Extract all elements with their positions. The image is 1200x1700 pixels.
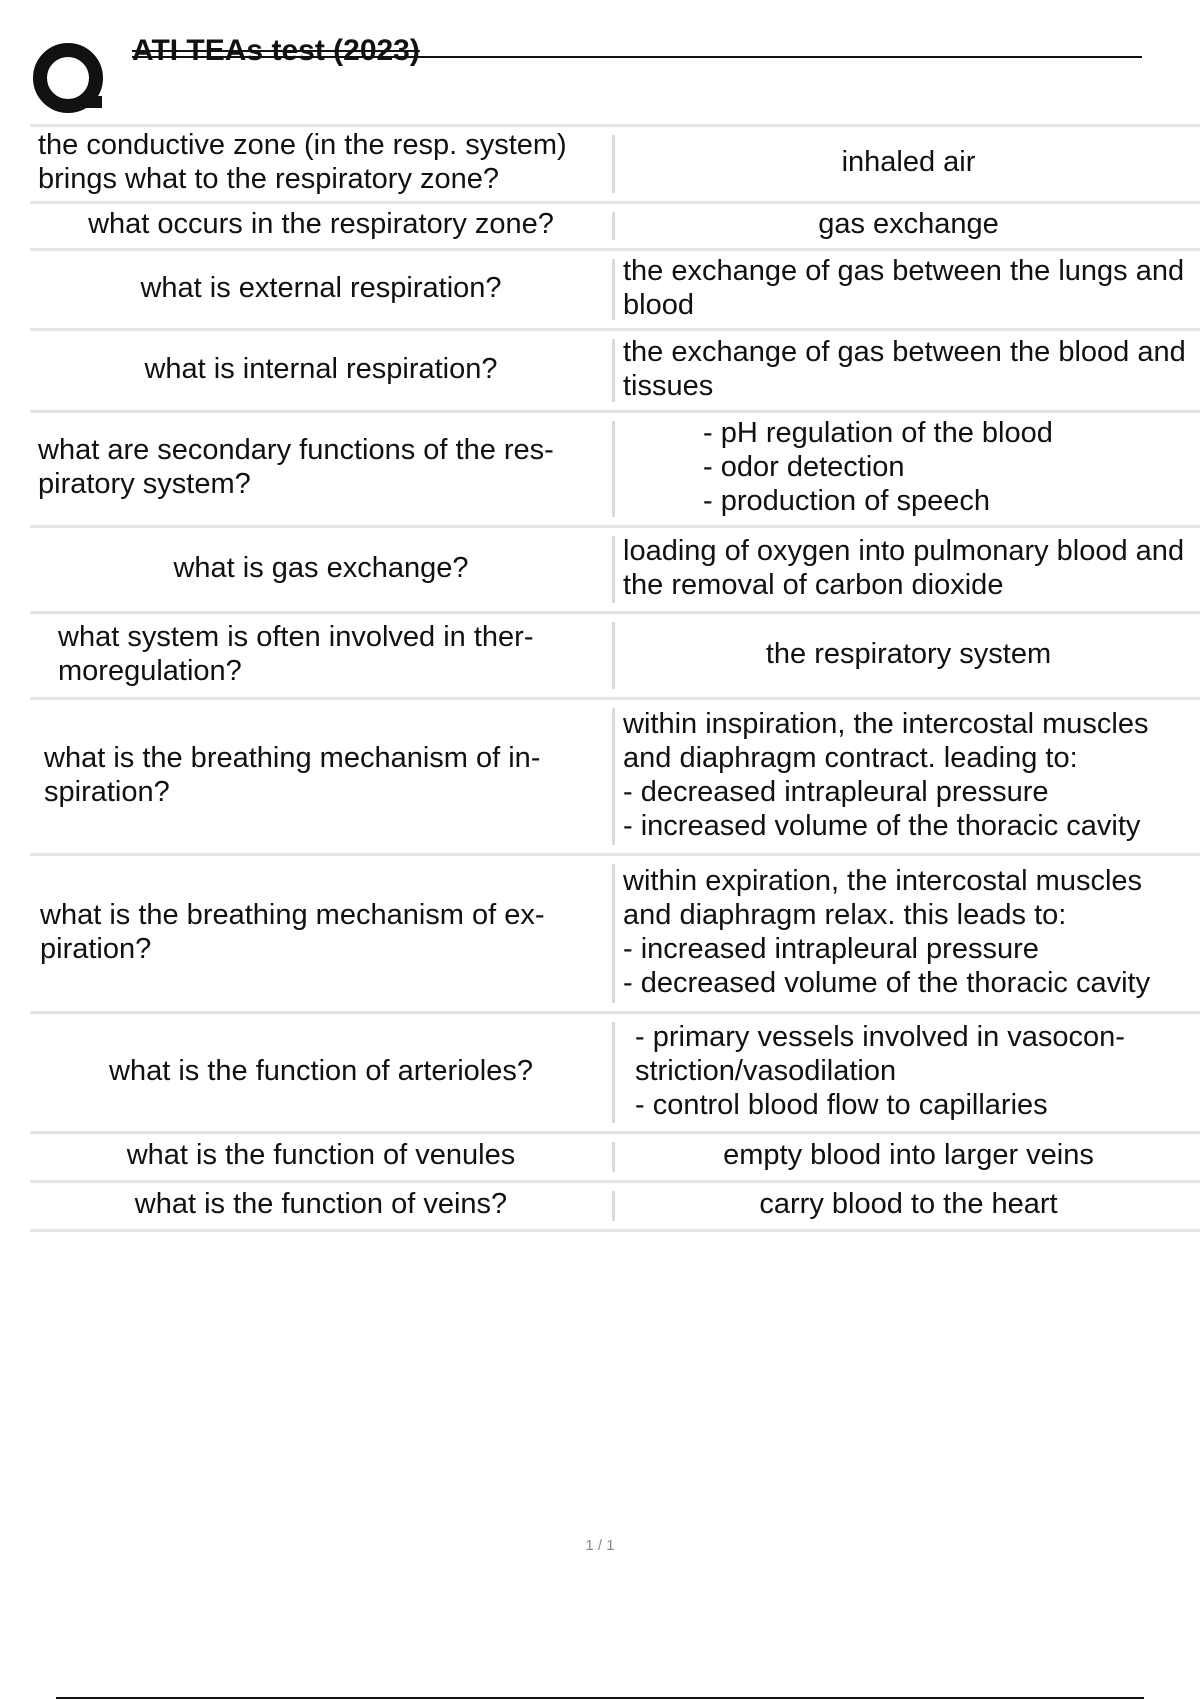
answer-cell: the exchange of gas between the blood and tissues — [623, 335, 1186, 402]
answer-cell: gas exchange — [818, 208, 999, 240]
qa-row — [30, 201, 1200, 248]
qa-row — [30, 611, 1200, 697]
answer-cell: inhaled air — [841, 146, 976, 178]
question-cell: what is the function of venules — [126, 1139, 516, 1171]
question-cell: what is external respiration? — [140, 271, 502, 304]
qa-row — [30, 853, 1200, 1011]
document-header — [0, 0, 1200, 125]
qa-table — [30, 124, 1200, 1232]
question-cell: what is internal respiration? — [144, 352, 498, 385]
answer-cell: - pH regulation of the blood - odor detection - production of speech — [703, 417, 1053, 517]
document-title: ATI TEAs test (2023) — [132, 34, 420, 67]
qa-row — [30, 697, 1200, 853]
answer-cell: - primary vessels involved in vasocon- striction/vasodilation - control blood flow to capillaries — [635, 1020, 1125, 1121]
question-cell: what occurs in the respiratory zone? — [88, 208, 554, 240]
question-cell: the conductive zone (in the resp. system) brings what to the respiratory zone? — [38, 129, 567, 195]
answer-cell: the respiratory system — [765, 637, 1052, 670]
answer-cell: carry blood to the heart — [759, 1188, 1058, 1220]
qa-row — [30, 124, 1200, 201]
qa-row — [30, 248, 1200, 328]
page-number: 1 / 1 — [585, 1537, 615, 1554]
question-cell: what is the breathing mechanism of ex- piration? — [40, 898, 545, 965]
qa-row — [30, 1131, 1200, 1180]
answer-cell: empty blood into larger veins — [723, 1139, 1094, 1171]
bottom-rule — [56, 1697, 1144, 1699]
answer-cell: within inspiration, the intercostal muscles and diaphragm contract. leading to: - decreased intrapleural pressure - increased volume of the thoracic cavity — [623, 707, 1149, 842]
qa-row — [30, 1011, 1200, 1131]
question-cell: what are secondary functions of the res- piratory system? — [38, 434, 554, 500]
qa-row — [30, 525, 1200, 611]
question-cell: what system is often involved in ther- moregulation? — [58, 620, 534, 687]
answer-cell: loading of oxygen into pulmonary blood and the removal of carbon dioxide — [623, 534, 1185, 601]
qa-row — [30, 410, 1200, 525]
question-cell: what is the function of veins? — [134, 1188, 508, 1220]
answer-cell: within expiration, the intercostal muscles and diaphragm relax. this leads to: - increased intrapleural pressure - decreased volume of the thoracic cavity — [623, 864, 1151, 999]
answer-cell: the exchange of gas between the lungs and blood — [623, 254, 1185, 321]
question-cell: what is gas exchange? — [173, 551, 469, 584]
qa-row — [30, 1180, 1200, 1232]
title-rule — [132, 56, 1142, 58]
question-cell: what is the breathing mechanism of in- spiration? — [44, 741, 541, 808]
question-cell: what is the function of arterioles? — [109, 1054, 533, 1087]
qa-row — [30, 328, 1200, 410]
q-logo-icon — [30, 40, 112, 122]
